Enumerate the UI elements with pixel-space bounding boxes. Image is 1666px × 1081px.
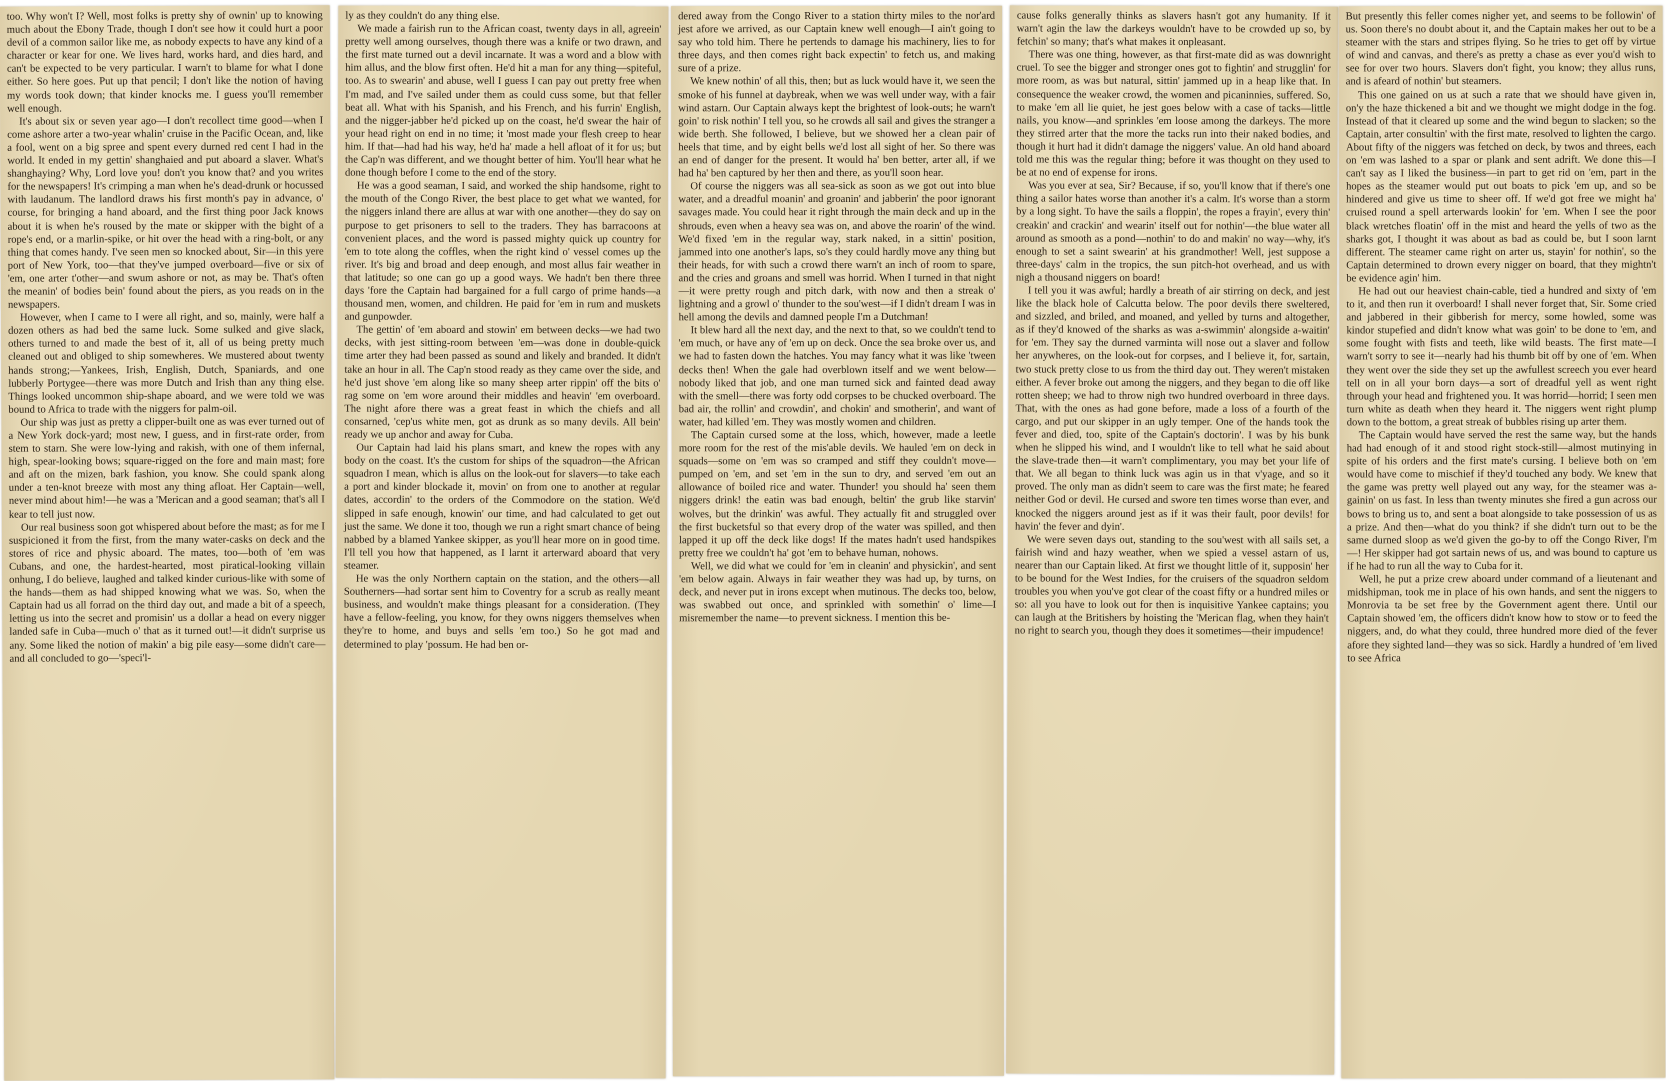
paragraph: Our ship was just as pretty a clipper-built one as was ever turned out of a New York dock-yard; most new, I guess, and in first-rate order, from stem to starn. She were low-lying and rakish, with one of them infernal, high, spear-looking bows; square-rigged on the fore and main mast; fore and aft on the mizen, bark fashion, you know. She could spank along under a ten-knot breeze with most any thing afloat. Her Captain—well, never mind about him!—he was a 'Merican and a good seaman; that's all I kear to tell just now.: [8, 416, 325, 521]
paragraph: Was you ever at sea, Sir? Because, if so, you'll know that if there's one thing a sailor hates worse than another it's a calm. It's worse than a storm by a long sight. To have the sails a floppin', the ropes a frayin', every thin' creakin' and crackin' and wearin' itself out for nothin'—the blue water all around as smooth as a pond—nothin' to do and makin' no way—why, it's enough to set a saint swearin' at his grandmother! Well, jest suppose a three-days' calm in the tropics, the sun pitch-hot overhead, and us with nigh a thousand niggers on board!: [1015, 180, 1331, 284]
paragraph: Our Captain had laid his plans smart, and knew the ropes with any body on the coast. It's the custom for ships of the squadron—the African squadron I mean, which is allus on the look-out for slavers—to take each a port and kinder blockade it, movin' on from one to another at regular dates, accordin' to the orders of the Commodore on the station. We'd slipped in safe enough, knowin' our time, and had calculated to get out just the same. We done it too, though we run a right smart chance of being nabbed by a blamed Yankee skipper, as you'll hear more on in good time. I'll tell you how that happened, as I larnt it arterward aboard that very steamer.: [343, 442, 661, 572]
paragraph: cause folks generally thinks as slavers hasn't got any humanity. If it warn't agin the law the darkeys wouldn't have to be crowded up so, by fetchin' so many; that's what makes it onpleasant.: [1016, 10, 1331, 49]
article-column-2: [336, 6, 669, 1079]
paragraph: However, when I came to I were all right, and so, mainly, were half a dozen others as had bed the same luck. Some sulked and give slack, others turned to and made the best of it, all of us being pretty much cleaned out and obliged to ship somewheres. We mustered about twenty hands strong;—Yankees, Irish, English, Dutch, Spaniards, and one lubberly Portygee—there was more Dutch and Irish than any thing else. Things looked uncommon ship-shape aboard, and we were told we was bound to Africa to trade with the niggers for palm-oil.: [8, 311, 325, 416]
paragraph: too. Why won't I? Well, most folks is pretty shy of ownin' up to knowing much about the Ebony Trade, though I don't see how it could hurt a poor devil of a common sailor like me, as nobody expects to have any kind of a character or kear for one. We lives hard, works hard, and dies hard, and can't be expected to be very particular. I warn't to blame for what I done either. So here goes. Put up that pencil; I don't like the notion of having my words took down; that kinder knocks me. I guess you'll remember well enough.: [6, 10, 324, 115]
paragraph: The gettin' of 'em aboard and stowin' em between decks—we had two decks, with jest sitting-room between 'em—was done in double-quick time arter they had been passed as sound and likely and branded. It didn't take an hour in all. The Cap'n stood ready as they came over the side, and he'd just shove 'em along like so many sheep arter rippin' off the bits o' rag some on 'em wore around their middles and heavin' 'em overboard. The night afore there was a great feast in which the chiefs and all consarned, 'cep'us white men, got as drunk as so many devils. All bein' ready we up anchor and away for Cuba.: [344, 324, 661, 442]
paragraph: We made a fairish run to the African coast, twenty days in all, agreein' pretty well among ourselves, though there was a knife or two drawn, and the first mate turned out a devil incarnate. It was a word and a blow with him allus, and the blow first often. He'd hit a man for any thing—spiteful, too. As to swearin' and abuse, well I guess I can pay out pretty free when I'm mad, and I've sailed under them as could cuss some, but that feller beat all. What with his Spanish, and his French, and his furrin' English, and the nigger-jabber he'd picked up on the coast, he'd swear the hair of your head right on end in no time; it 'most made your flesh creep to hear him. If that—had had his way, he'd ha' made a hell afloat of it for us; but the Cap'n was different, and we thought better of him. You'll hear what he done though before I come to the end of the story.: [344, 23, 662, 180]
paragraph: Of course the niggers was all sea-sick as soon as we got out into blue water, and a dreadful moanin' and groanin' and jabberin' the poor ignorant savages made. You could hear it right through the main deck and up in the shrouds, even when a heavy sea was on, and above the roarin' of the wind. We'd fixed 'em in the regular way, stark naked, in a sittin' position, jammed into one another's laps, so's they could hardly move any thing but their heads, for with such a crowd there warn't an inch of room to spare, and the cries and groans and smell was horrid. When I turned in that night—it were pretty rough and pitch dark, with now and then a streak o' lightning and a growl o' thunder to the sou'west—if I didn't dream I was in hell among the devils and damned people I'm a Dutchman!: [678, 180, 996, 324]
paragraph: We knew nothin' of all this, then; but as luck would have it, we seen the smoke of his funnel at daybreak, when we was well under way, with a fair wind astarn. Our Captain always kept the brightest of look-outs; he warn't goin' to risk nothin' I tell you, so he crowds all sail and gives the stranger a wide berth. She followed, I believe, but we showed her a clean pair of heels that time, and by eight bells we'd lost all sight of her. So there was an end of danger for the present. It would ha' ben better, arter all, if we had ha' ben captured by her then and there, as you'll soon hear.: [678, 76, 996, 180]
paragraph: I tell you it was awful; hardly a breath of air stirring on deck, and jest like the black hole of Calcutta below. The poor devils there sweltered, and sizzled, and briled, and moaned, and yelled by turns and altogether, as if they'd knowed of the sharks as was a-swimmin' alongside a-waitin' for 'em. They say the durned varminta will nose out a slaver and follow her anywheres, on the look-out for corpses, and I believe it, for, sartain, two stuck pretty close to us from the third day out. They weren't mistaken either. A fever broke out among the niggers, and they began to die off like rotten sheep; we had to throw nigh two hundred overboard in three days. That, with the ones as had gone before, made a loss of a fourth of the cargo, and put our skipper in an ugly temper. One of the hands took the fever and died, too, spite of the Captain's doctorin'. I was by his bunk when he slipped his wind, and I wouldn't like to tell what he said about the slave-trade then—it warn't complimentary, you may bet your life of that. We all began to think luck was agin us in that v'yage, and so it proved. The only man as didn't seem to care was the first mate; he feared neither God or devil. He cursed and swore ten times worse than ever, and knocked the niggers around jest as if it was their fault, poor devils! for havin' the fever and dyin'.: [1015, 285, 1330, 533]
paragraph: It blew hard all the next day, and the next to that, so we couldn't tend to 'em much, or have any of 'em up on deck. Once the sea broke over us, and we had to fasten down the hatches. You may fancy what it was like 'tween decks then! When the gale had overblown itself and we went below—nobody liked that job, and one man turned sick and fainted dead away with the smell—there was forty odd corpses to be chucked overboard. The bad air, the rollin' and crowdin', and chokin' and smotherin', and want of water, had killed 'em. They was mostly women and children.: [678, 324, 996, 429]
paragraph: We were seven days out, standing to the sou'west with all sails set, a fairish wind and hazy weather, when we spied a vessel astarn of us, nearer than our Captain liked. At first we thought little of it, supposin' her to be bound for the West Indies, for the cruisers of the squadron seldom troubles you when you've got clear of the coast fifty or a hundred miles or so: all you have to look out for then is inquisitive Yankee captains; you can laugh at the Britishers by hoisting the 'Merican flag, when they hain't no right to search you, though they does it sometimes—their impudence!: [1014, 534, 1330, 638]
paragraph: The Captain cursed some at the loss, which, however, made a leetle more room for the rest of the mis'able devils. We hauled 'em on deck in squads—some on 'em was so cramped and stiff they couldn't move—pumped on 'em, and set 'em in the sun to dry, and served 'em out an allowance of boiled rice and water. Thunder! you should ha' seen them niggers drink! the eatin was bad enough, beltin' the grub like starvin' wolves, but the drinkin' was awful. They actually fit and struggled over the first bucketsful so that every drop of the water was spilled, and then lapped it up off the deck like dogs! If the mates hadn't used handspikes pretty free we couldn't ha' got 'em to behave human, nohows.: [678, 429, 997, 560]
paragraph: The Captain would have served the rest the same way, but the hands had had enough of it and stood right stock-still—almost mutinying in spite of his orders and the first mate's cursing. I believe both on 'em would have come to mischief if they'd touched any body. We knew that the game was pretty well played out any way, for the steamer was a-gainin' on us fast. In less than twenty minutes she fired a gun across our bows to bring us to, and sent a boat alongside to take possession of us as a prize. And then—what do you think? if she didn't turn out to be the same durned sloop as we'd given the go-by to off the Congo River, I'm—! Her skipper had got sartain news of us, and was bound to capture us if he had to run all the way to Cuba for it.: [1346, 429, 1658, 573]
paragraph: He had out our heaviest chain-cable, tied a hundred and sixty of 'em to it, and then run it overboard! I shall never forget that, Sir. Some cried and jabbered in their gibberish for mercy, some howled, some was kindor stupefied and didn't know what was goin' to be done to 'em, and some fought with fists and teeth, like wild beasts. The first mate—I warn't sorry to see it—nearly had his thumb bit off by one of 'em. When they went over the side they set up the awfullest screech you ever heard tell on in all your born days—a sort of dreadful yell as went right through your head and frightened you. It was horrid—horrid; I seen men turn white as death when they heard it. The niggers went right plump down to the bottom, a great streak of bubbles rising up arter them.: [1346, 285, 1657, 429]
paragraph: But presently this feller comes nigher yet, and seems to be followin' of us. Soon there's no doubt about it, and the Captain makes her out to be a steamer with the stars and stripes flying. So he tries to get off by virtue of wind and canvas, and there's as pretty a chase as ever you'd wish to see for over two hours. Slavers don't fight, you know; they allus runs, and is afeard of nothin' but steamers.: [1345, 10, 1656, 88]
article-column-3: [671, 6, 1004, 1077]
paragraph: dered away from the Congo River to a station thirty miles to the nor'ard jest afore we arrived, as our Captain knew well enough—I ain't going to say who told him. There he pertends to damage his machinery, lies to for three days, and then comes right back expectin' to fetch us, and making sure of a prize.: [678, 10, 996, 75]
paragraph: This one gained on us at such a rate that we should have given in, on'y the haze thickened a bit and we thought we might dodge in the fog. Instead of that it cleared up some and the wind begun to slacken; so the Captain, arter consultin' with the first mate, resolved to lighten the cargo. About fifty of the niggers was fetched on deck, by twos and threes, each on 'em was lashed to a spar or plank and sent adrift. We done this—I can't say as I liked the business—in part to get rid on 'em, part in the hopes as the steamer would put out boats to pick 'em up, and so be hindered and give us time to sheer off. If we'd got free we might ha' cruised round a spell arterwards lookin' for 'em. When I see the poor black wretches floatin' off in the mist and heard the yells of two as the sharks got, I thought it was about as bad as could be, but I soon larnt different. The steamer came right on arter us, stayin' for nothin', so the Captain determined to drown every nigger on board, that they mightn't be evidence agin' him.: [1345, 89, 1657, 285]
article-column-1: [0, 5, 334, 1080]
paragraph: ly as they couldn't do any thing else.: [345, 10, 500, 22]
paragraph: He was the only Northern captain on the station, and the others—all Southerners—had sortar sent him to Coventry for a scrub as really meant business, and wouldn't make things pleasant for a consideration. (They have a fellow-feeling, you know, for they owns niggers themselves when they're to home, and buys and sells 'em too.) So he got mad and determined to play 'possum. He had ben or-: [343, 573, 660, 651]
paragraph: Our real business soon got whispered about before the mast; as for me I suspicioned it from the first, from the many water-casks on deck and the stores of rice and physic aboard. The mates, too—both of 'em was Cubans, and one, the hardest-hearted, most piratical-looking villain onhung, I do believe, laughed and talked kinder curious-like with some of the hands—them as had shipped knowing what we was. So, when the Captain had us all forrad on the third day out, and made a bit of a speech, letting us into the secret and promisin' us a dollar a head on every nigger landed safe in Cuba—much o' that as it turned out!—it didn't surprise us any. Some liked the notion of makin' a big pile easy—some didn't care—and all concluded to go—'speci'l-: [8, 520, 326, 665]
paragraph: Well, we did what we could for 'em in cleanin' and physickin', and sent 'em below again. Always in fair weather they was had up, by turns, on deck, and never put in irons except when mutinous. The decks too, below, was swabbed out once, and sprinkled with somethin' o' lime—I misremember the name—to prevent sickness. I mention this be-: [679, 560, 997, 625]
paragraph: He was a good seaman, I said, and worked the ship handsome, right to the mouth of the Congo River, the best place to get what we wanted, for the niggers inland there are allus at war with one another—they do say on purpose to get prisoners to sell to the traders. They has barracoons at convenient places, and the word is passed mighty quick up country for 'em to tote along the coffles, when the right kind o' vessel comes up the river. It's big and broad and deep enough, and most allus fair weather in that latitude; so one can go up a good ways. We hadn't ben there three days 'fore the Captain had bargained for a full cargo of prime hands—a thousand men, women, and children. He paid for 'em in rum and muskets and gunpowder.: [344, 180, 661, 323]
paragraph: Well, he put a prize crew aboard under command of a lieutenant and midshipman, took me in place of his own hands, and sent the niggers to Monrovia ta be set free by the Government agent there. Until our Captain showed 'em, the officers didn't know how to stow or to feed the niggers, and, do what they could, three hundred more died of the fever afore they sighted land—they was so sick. Hardly a hundred of 'em lived to see Africa: [1347, 573, 1658, 664]
article-column-5: [1339, 6, 1666, 1079]
article-column-4: [1006, 5, 1338, 1074]
paragraph: There was one thing, however, as that first-mate did as was downright cruel. To see the bigger and stronger ones got to fightin' and strugglin' for more room, as was but natural, sittin' jammed up in a heap like that. In consequence the weaker crowd, the women and picaninnies, suffered. So, to make 'em all lie quiet, he jest goes below with a case of tacks—little nails, you know—and sprinkles 'em loose among the darkeys. The more they stirred arter that the more the tacks run into their naked bodies, and though it hurt had it didn't damage the niggers' value. An old hand aboard told me this was the regular thing; before it was thought on they used to be at no end of expense for irons.: [1016, 49, 1331, 180]
paragraph: It's about six or seven year ago—I don't recollect time good—when I come ashore arter a two-year whalin' cruise in the Pacific Ocean, and, like a fool, went on a big spree and spent every durned red cent I had in the world. It ended in my gettin' shanghaied and put aboard a slaver. What's shanghaying? Why, Lord love you! don't you know that? and you writes for the newspapers! It's crimping a man when he's dead-drunk or hocussed with laudanum. The landlord draws his first month's pay in advance, o' course, for bringing a hand aboard, and the first thing poor Jack knows about it is when he's roused by the mate or skipper with the bight of a rope's end, or a marlin-spike, or hit over the head with a ring-bolt, or any thing that comes handy. I've seen men so knocked about, Sir—in this yere port of New York, too—that they've jumped overboard—five or six of 'em, one arter t'other—and swum ashore or not, as may be. That's often the meanin' of bodies bein' found about the piers, as you reads on in the newspapers.: [7, 115, 324, 311]
